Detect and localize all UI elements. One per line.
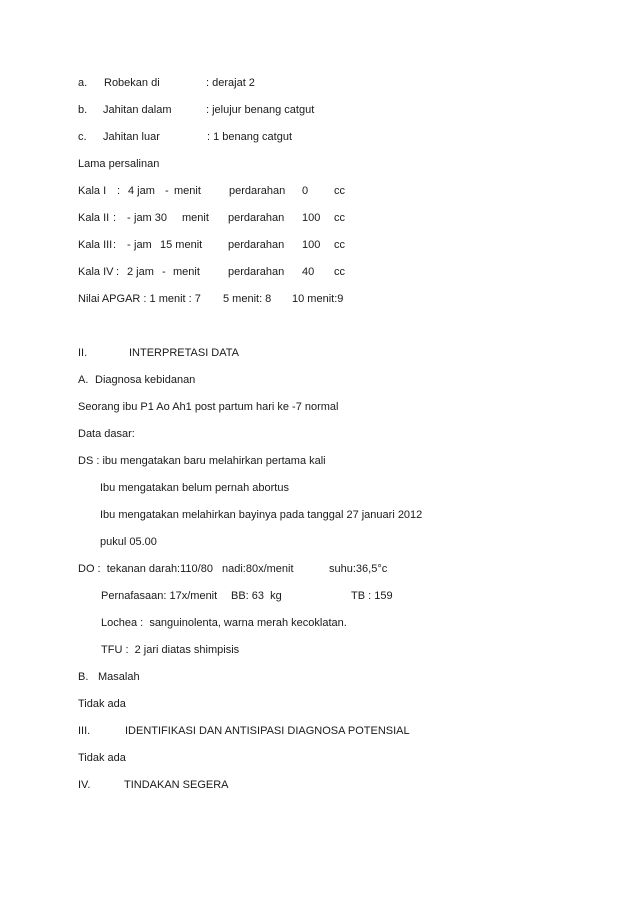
kala-4-cell-6: 40 xyxy=(302,266,315,278)
do-line-2-cell-1: BB: 63 kg xyxy=(231,590,282,602)
problem-heading-cell-0: B. xyxy=(78,671,89,683)
kala-3-cell-6: 100 xyxy=(302,239,321,251)
repair-a-cell-1: Robekan di xyxy=(104,77,160,89)
kala-2-cell-4: menit xyxy=(182,212,209,224)
kala-1-cell-0: Kala I xyxy=(78,185,107,197)
do-line-3-cell-0: Lochea : sanguinolenta, warna merah kecoklatan. xyxy=(101,617,347,629)
kala-3-cell-7: cc xyxy=(334,239,345,251)
kala-4-cell-7: cc xyxy=(334,266,345,278)
potential-diagnosis-text-cell-0: Tidak ada xyxy=(78,752,126,764)
kala-1-cell-6: 0 xyxy=(302,185,309,197)
diagnosis-text-cell-0: Seorang ibu P1 Ao Ah1 post partum hari ke -7 normal xyxy=(78,401,339,413)
kala-1-cell-1: : xyxy=(117,185,121,197)
ds-line-3-cell-0: Ibu mengatakan melahirkan bayinya pada tanggal 27 januari 2012 xyxy=(100,509,423,521)
repair-c-cell-2: : 1 benang catgut xyxy=(207,131,293,143)
problem-text-cell-0: Tidak ada xyxy=(78,698,126,710)
kala-2-cell-6: 100 xyxy=(302,212,321,224)
section-4-heading-cell-1: TINDAKAN SEGERA xyxy=(124,779,229,791)
ds-line-2-cell-0: Ibu mengatakan belum pernah abortus xyxy=(100,482,289,494)
kala-2-cell-0: Kala II xyxy=(78,212,110,224)
midwifery-diagnosis-heading-cell-0: A. xyxy=(78,374,89,386)
ds-line-4-cell-0: pukul 05.00 xyxy=(100,536,157,548)
kala-1-cell-4: menit xyxy=(174,185,201,197)
repair-c-cell-0: c. xyxy=(78,131,87,143)
kala-3-cell-0: Kala III xyxy=(78,239,113,251)
kala-4-cell-5: perdarahan xyxy=(228,266,285,278)
do-line-1-cell-1: nadi:80x/menit xyxy=(222,563,294,575)
do-line-2-cell-0: Pernafasaan: 17x/menit xyxy=(101,590,218,602)
kala-4-cell-4: menit xyxy=(173,266,200,278)
kala-3-cell-5: perdarahan xyxy=(228,239,285,251)
ds-line-1-cell-0: DS : ibu mengatakan baru melahirkan pertama kali xyxy=(78,455,326,467)
section-3-heading-cell-0: III. xyxy=(78,725,91,737)
apgar-score-cell-1: 5 menit: 8 xyxy=(223,293,272,305)
section-2-heading-cell-0: II. xyxy=(78,347,88,359)
repair-b-cell-0: b. xyxy=(78,104,88,116)
kala-1-cell-5: perdarahan xyxy=(229,185,286,197)
apgar-score-cell-0: Nilai APGAR : 1 menit : 7 xyxy=(78,293,201,305)
kala-3-cell-1: : xyxy=(113,239,117,251)
repair-a-cell-2: : derajat 2 xyxy=(206,77,255,89)
kala-1-cell-7: cc xyxy=(334,185,345,197)
kala-2-cell-2: - xyxy=(127,212,131,224)
kala-4-cell-3: - xyxy=(162,266,166,278)
kala-1-cell-2: 4 jam xyxy=(128,185,155,197)
repair-b-cell-2: : jelujur benang catgut xyxy=(206,104,315,116)
problem-heading-cell-1: Masalah xyxy=(98,671,140,683)
repair-c-cell-1: Jahitan luar xyxy=(103,131,160,143)
kala-1-cell-3: - xyxy=(165,185,169,197)
kala-2-cell-3: jam 30 xyxy=(134,212,168,224)
kala-4-cell-0: Kala IV xyxy=(78,266,114,278)
section-4-heading-cell-0: IV. xyxy=(78,779,91,791)
kala-3-cell-2: - xyxy=(127,239,131,251)
kala-4-cell-2: 2 jam xyxy=(127,266,154,278)
repair-a-cell-0: a. xyxy=(78,77,88,89)
kala-3-cell-3: jam xyxy=(134,239,152,251)
kala-2-cell-1: : xyxy=(113,212,117,224)
kala-2-cell-5: perdarahan xyxy=(228,212,285,224)
kala-2-cell-7: cc xyxy=(334,212,345,224)
do-line-1-cell-2: suhu:36,5°c xyxy=(329,563,388,575)
apgar-score-cell-2: 10 menit:9 xyxy=(292,293,344,305)
do-line-4-cell-0: TFU : 2 jari diatas shimpisis xyxy=(101,644,240,656)
labor-duration-heading-cell-0: Lama persalinan xyxy=(78,158,160,170)
base-data-heading-cell-0: Data dasar: xyxy=(78,428,135,440)
do-line-1-cell-0: DO : tekanan darah:110/80 xyxy=(78,563,213,575)
section-3-heading-cell-1: IDENTIFIKASI DAN ANTISIPASI DIAGNOSA POTENSIAL xyxy=(125,725,410,737)
do-line-2-cell-2: TB : 159 xyxy=(351,590,393,602)
kala-4-cell-1: : xyxy=(116,266,120,278)
kala-3-cell-4: 15 menit xyxy=(160,239,203,251)
repair-b-cell-1: Jahitan dalam xyxy=(103,104,172,116)
midwifery-diagnosis-heading-cell-1: Diagnosa kebidanan xyxy=(95,374,196,386)
section-2-heading-cell-1: INTERPRETASI DATA xyxy=(129,347,240,359)
